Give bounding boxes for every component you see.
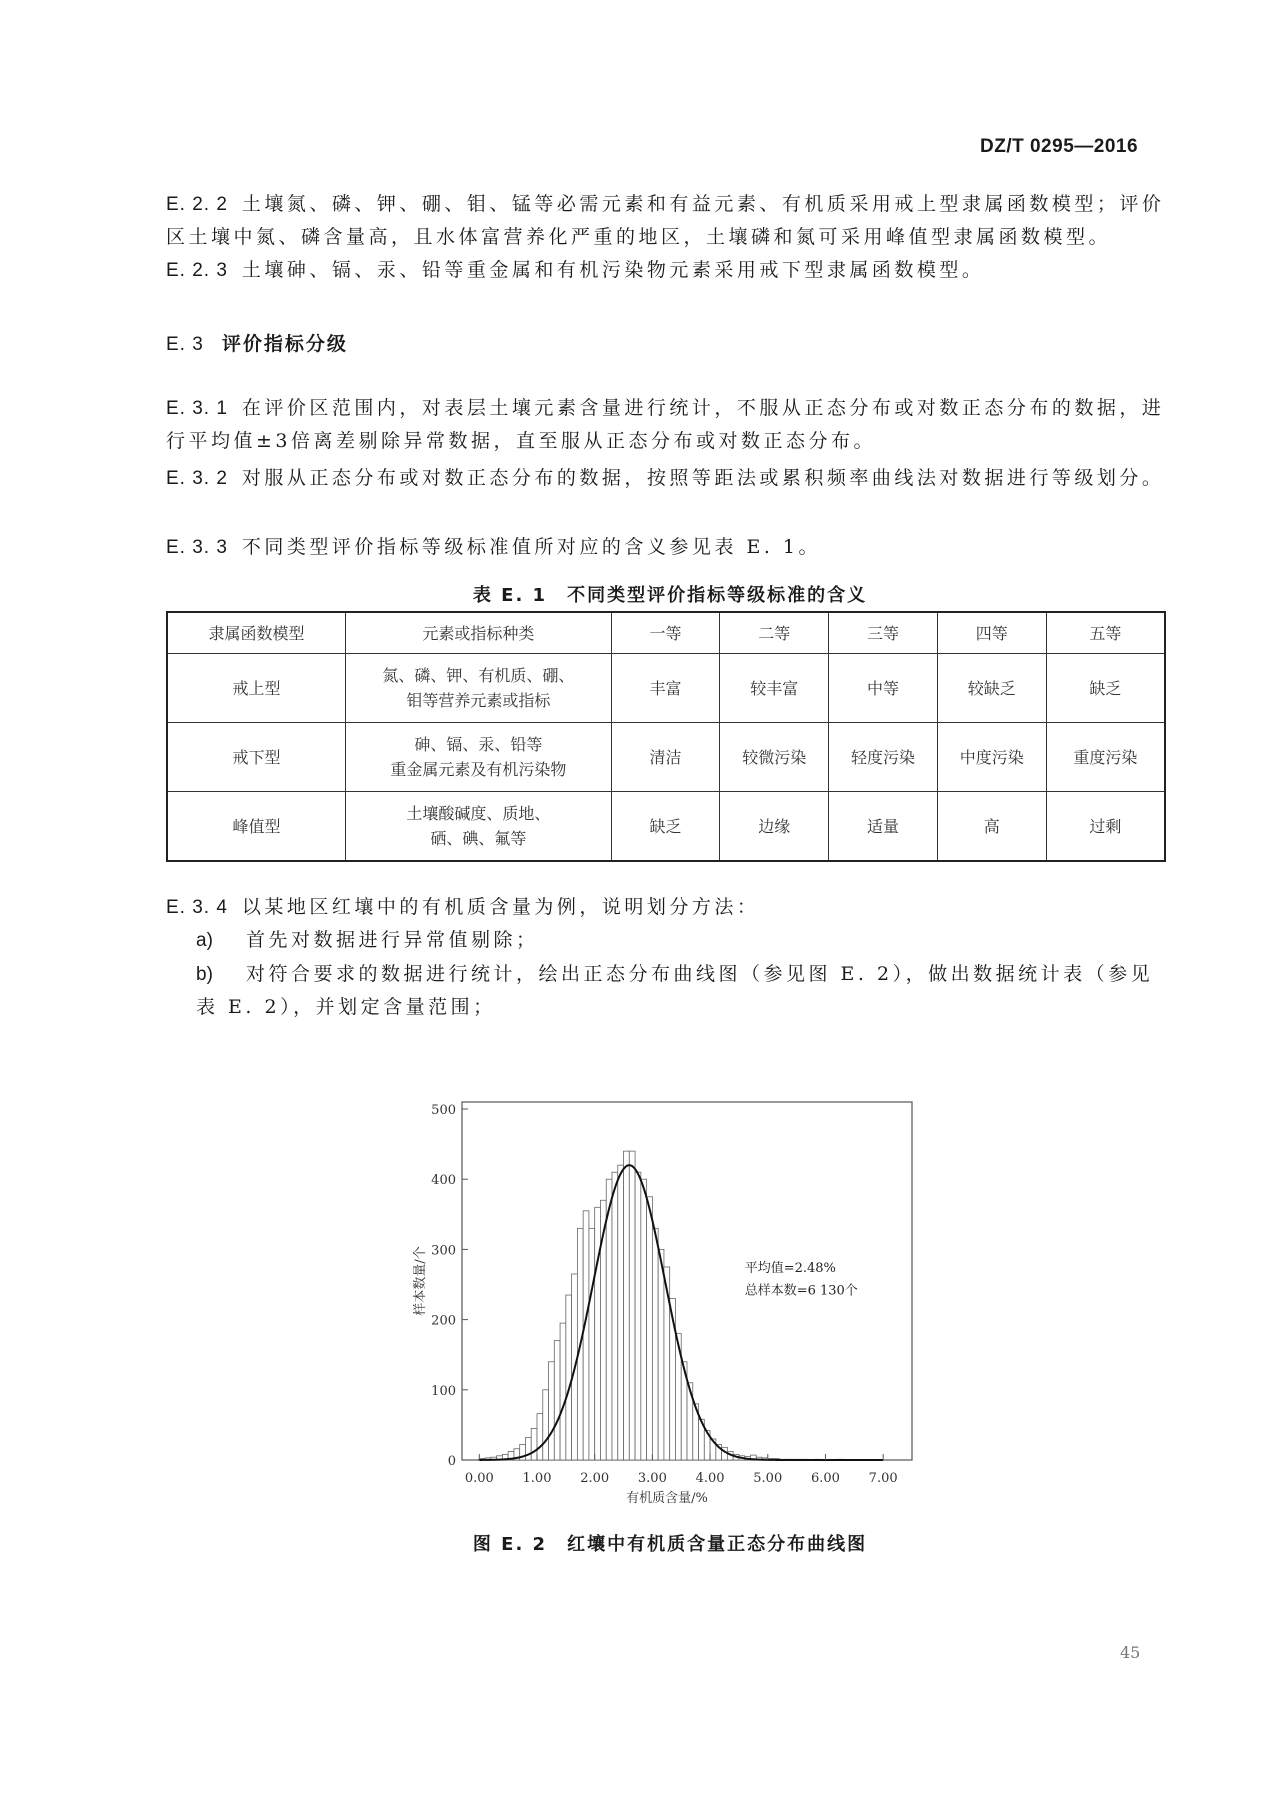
histogram-bar	[629, 1151, 635, 1460]
clause-text: 土壤砷、镉、汞、铅等重金属和有机污染物元素采用戒下型隶属函数模型。	[241, 259, 985, 281]
plot-area	[412, 1102, 912, 1506]
x-tick-label: 3.00	[637, 1471, 667, 1486]
clause-text: 土壤氮、磷、钾、硼、钼、锰等必需元素和有益元素、有机质采用戒上型隶属函数模型；评价区土壤中氮、磷含量高，且水体富营养化严重的地区，土壤磷和氮可采用峰值型隶属函数模型。	[166, 193, 1165, 248]
clause-number: E. 3. 4	[166, 897, 228, 918]
list-item	[196, 924, 1166, 957]
list-text: 首先对数据进行异常值剔除；	[246, 929, 539, 951]
clause-text: 以某地区红壤中的有机质含量为例，说明划分方法：	[241, 896, 760, 918]
clause-number: E. 3. 3	[166, 537, 228, 558]
list-marker: b)	[196, 964, 213, 985]
table-cell: 较微污染	[720, 723, 829, 792]
histogram-bar	[525, 1438, 531, 1460]
x-tick-label: 4.00	[695, 1471, 725, 1486]
x-tick-label: 7.00	[868, 1471, 898, 1486]
x-tick-label: 5.00	[753, 1471, 783, 1486]
paragraph-e-3-4	[166, 891, 1166, 924]
histogram-bar	[647, 1197, 653, 1460]
section-number: E. 3	[166, 334, 204, 355]
y-tick-label: 100	[431, 1383, 456, 1399]
table-cell: 较丰富	[720, 654, 829, 723]
table-cell: 砷、镉、汞、铅等 重金属元素及有机污染物	[346, 723, 611, 792]
x-tick-label: 2.00	[580, 1471, 610, 1486]
y-tick-label: 0	[447, 1454, 456, 1469]
x-tick-label: 6.00	[810, 1471, 840, 1486]
y-tick-label: 200	[431, 1313, 456, 1329]
histogram-bar	[549, 1362, 555, 1460]
table-cell: 丰富	[611, 654, 720, 723]
table-cell: 重度污染	[1046, 723, 1165, 792]
table-cell: 边缘	[720, 792, 829, 862]
clause-number: E. 3. 2	[166, 468, 228, 489]
histogram-bar	[583, 1211, 589, 1460]
histogram-bar	[566, 1295, 572, 1460]
table-cell: 中度污染	[937, 723, 1046, 792]
table-cell: 高	[937, 792, 1046, 862]
paragraph-e-3-2	[166, 462, 1166, 495]
table-cell: 缺乏	[1046, 654, 1165, 723]
histogram-bar	[537, 1414, 543, 1460]
y-tick-label: 400	[431, 1173, 456, 1189]
table-row	[167, 654, 1165, 723]
table-header-cell: 二等	[720, 612, 829, 654]
paragraph-e-2-3	[166, 254, 1166, 287]
histogram-bar	[595, 1207, 601, 1460]
histogram-bar	[658, 1249, 664, 1460]
table-cell: 氮、磷、钾、有机质、硼、 钼等营养元素或指标	[346, 654, 611, 723]
table-cell: 峰值型	[167, 792, 346, 862]
clause-text: 在评价区范围内，对表层土壤元素含量进行统计，不服从正态分布或对数正态分布的数据，进行平均值±3倍离差剔除异常数据，直至服从正态分布或对数正态分布。	[166, 397, 1165, 452]
table-header-cell: 四等	[937, 612, 1046, 654]
table-header-row	[167, 612, 1165, 654]
section-title: 评价指标分级	[221, 333, 348, 355]
paragraph-e-3-1	[166, 392, 1166, 458]
figure-caption: 图 E. 2 红壤中有机质含量正态分布曲线图	[472, 1534, 868, 1555]
table-cell: 较缺乏	[937, 654, 1046, 723]
y-tick-label: 500	[431, 1103, 456, 1119]
clause-number: E. 2. 2	[166, 194, 228, 215]
clause-text: 不同类型评价指标等级标准值所对应的含义参见表 E. 1。	[241, 536, 821, 558]
clause-text: 对服从正态分布或对数正态分布的数据，按照等距法或累积频率曲线法对数据进行等级划分。	[241, 467, 1165, 489]
histogram-bar	[606, 1179, 612, 1460]
table-cell: 戒下型	[167, 723, 346, 792]
y-axis-label: 样本数量/个	[413, 1246, 428, 1316]
table-cell: 戒上型	[167, 654, 346, 723]
clause-number: E. 3. 1	[166, 398, 228, 419]
histogram-chart	[390, 1080, 930, 1520]
list-text: 对符合要求的数据进行统计，绘出正态分布曲线图（参见图 E. 2），做出数据统计表（参见表 E. 2），并划定含量范围；	[196, 963, 1154, 1018]
table-header-cell: 三等	[829, 612, 938, 654]
paragraph-e-2-2	[166, 188, 1166, 254]
table-cell: 缺乏	[611, 792, 720, 862]
histogram-bar	[635, 1172, 641, 1460]
standard-code: DZ/T 0295—2016	[980, 136, 1139, 157]
histogram-bar	[543, 1390, 549, 1460]
x-axis-label: 有机质含量/%	[626, 1491, 708, 1506]
clause-number: E. 2. 3	[166, 260, 228, 281]
paragraph-e-3-3	[166, 531, 1166, 564]
list-item	[196, 958, 1166, 1024]
table-header-cell: 元素或指标种类	[346, 612, 611, 654]
histogram-bar	[554, 1341, 560, 1460]
y-tick-label: 300	[431, 1243, 456, 1259]
histogram-bar	[618, 1165, 624, 1460]
histogram-bar	[560, 1323, 566, 1460]
histogram-bar	[531, 1428, 537, 1460]
table-cell: 适量	[829, 792, 938, 862]
table-header-cell: 隶属函数模型	[167, 612, 346, 654]
table-cell: 清洁	[611, 723, 720, 792]
x-tick-label: 0.00	[464, 1471, 494, 1486]
total-samples-annotation: 总样本数=6 130个	[744, 1283, 858, 1299]
table-row	[167, 792, 1165, 862]
page-number: 45	[1120, 1643, 1141, 1662]
grade-meaning-table	[166, 611, 1166, 862]
table-caption: 表 E. 1 不同类型评价指标等级标准的含义	[472, 585, 868, 606]
histogram-bar	[624, 1151, 630, 1460]
table-header-cell: 五等	[1046, 612, 1165, 654]
histogram-bar	[652, 1228, 658, 1460]
x-tick-label: 1.00	[522, 1471, 552, 1486]
mean-annotation: 平均值=2.48%	[744, 1260, 836, 1276]
table-header-cell: 一等	[611, 612, 720, 654]
histogram-bar	[589, 1228, 595, 1460]
table-cell: 过剩	[1046, 792, 1165, 862]
table-cell: 土壤酸碱度、质地、 硒、碘、氟等	[346, 792, 611, 862]
histogram-bar	[641, 1179, 647, 1460]
histogram-bar	[612, 1172, 618, 1460]
section-heading-e-3	[166, 329, 348, 356]
list-marker: a)	[196, 930, 213, 951]
table-cell: 轻度污染	[829, 723, 938, 792]
table-row	[167, 723, 1165, 792]
table-cell: 中等	[829, 654, 938, 723]
